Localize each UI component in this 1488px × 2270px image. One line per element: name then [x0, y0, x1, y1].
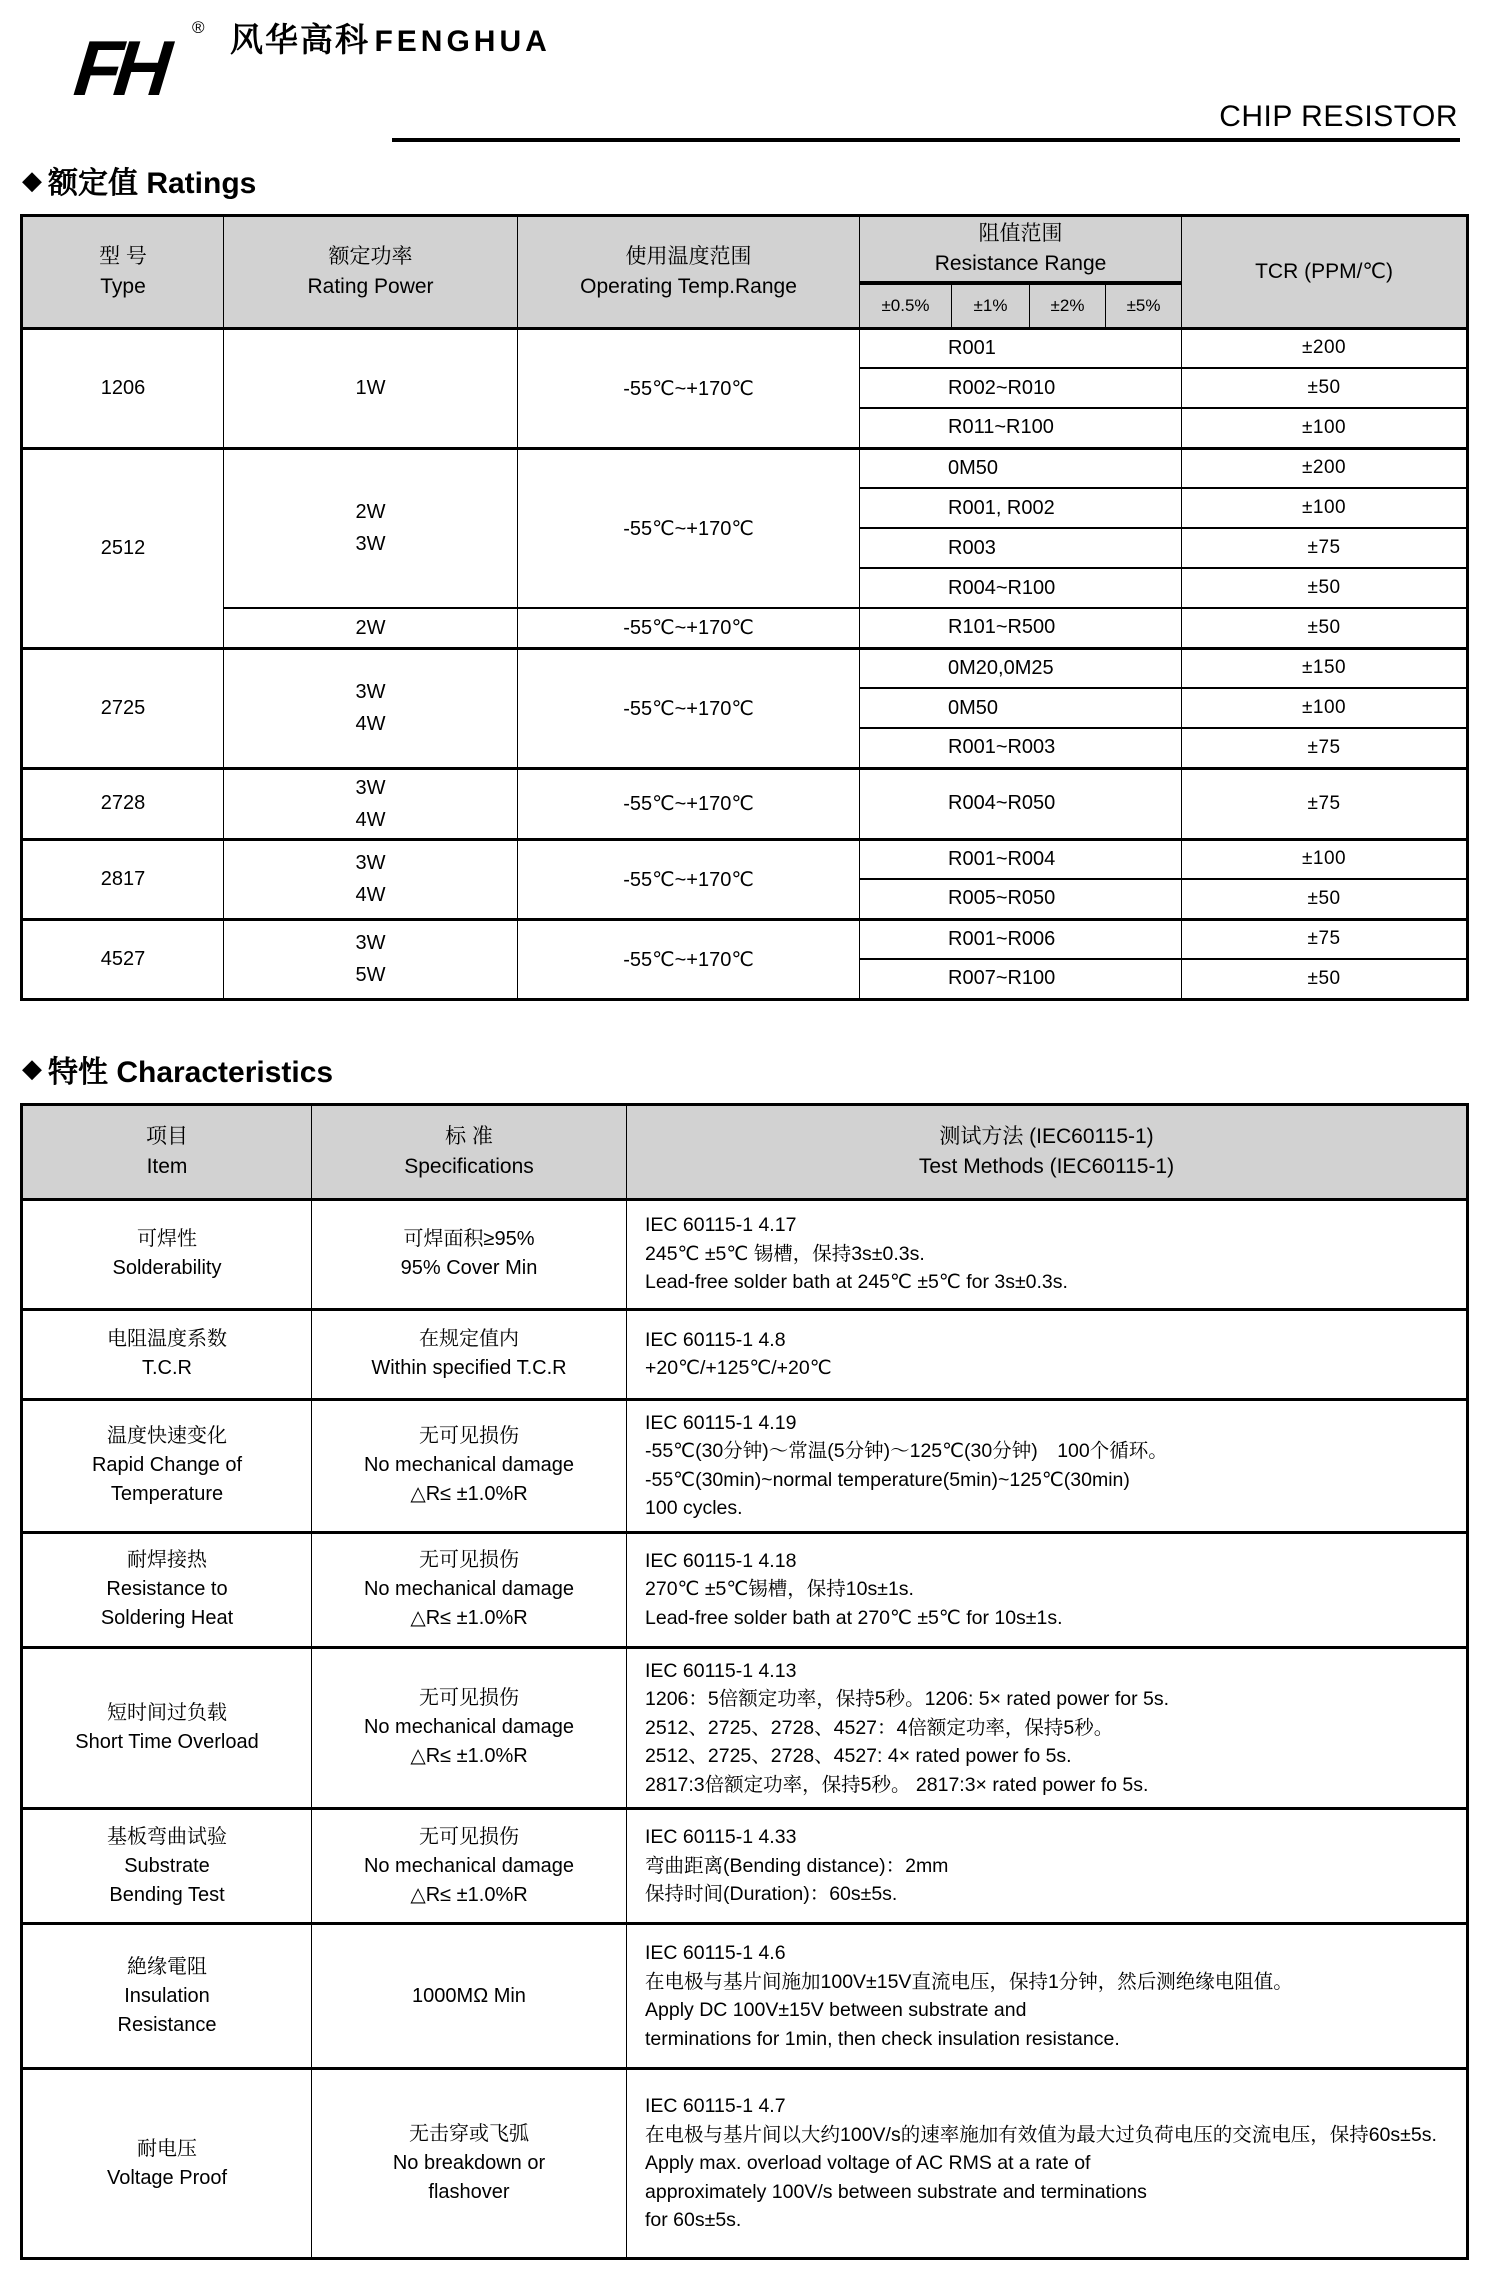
power-cell: 3W 4W [224, 768, 518, 839]
col-header-test-methods [627, 1104, 1468, 1199]
range-cell: 0M50 [860, 688, 1182, 728]
registered-trademark-icon: ® [192, 18, 205, 37]
tcr-cell: ±50 [1182, 879, 1468, 919]
range-cell: R002~R010 [860, 368, 1182, 408]
type-cell: 2728 [22, 768, 224, 839]
spec-cell: 无可见损伤 No mechanical damage △R≤ ±1.0%R [312, 1809, 627, 1924]
range-cell: R001~R004 [860, 839, 1182, 879]
range-cell: R011~R100 [860, 408, 1182, 448]
tcr-cell: ±100 [1182, 839, 1468, 879]
method-header-en: Test Methods (IEC60115-1) [918, 1154, 1175, 1178]
table-row [22, 1309, 1468, 1399]
characteristics-title-text: 特性 Characteristics [48, 1055, 334, 1089]
temp-cell: -55℃~+170℃ [518, 608, 860, 648]
temp-header-en: Operating Temp.Range [580, 274, 797, 298]
temp-cell: -55℃~+170℃ [518, 839, 860, 919]
table-row [22, 1199, 1468, 1309]
method-cell: IEC 60115-1 4.19 -55℃(30分钟)～常温(5分钟)～125℃(30分钟) 100个循环。 -55℃(30min)~normal temperature(5min)~125℃(30min) 100 cycles. [627, 1399, 1468, 1532]
temp-header-zh: 使用温度范围 [625, 244, 752, 268]
range-cell: 0M50 [860, 448, 1182, 488]
tcr-cell: ±100 [1182, 408, 1468, 448]
power-cell: 2W [224, 608, 518, 648]
method-cell: IEC 60115-1 4.7 在电极与基片间以大约100V/s的速率施加有效值为最大过负荷电压的交流电压，保持60s±5s. Apply max. overload voltage of AC RMS at a rate of approximately 100V/s between substrate and terminations for 60s±5s. [627, 2069, 1468, 2259]
tcr-cell: ±75 [1182, 768, 1468, 839]
ratings-table [20, 214, 1469, 1001]
spec-header-en: Specifications [404, 1154, 534, 1178]
tcr-cell: ±200 [1182, 328, 1468, 368]
table-row [22, 919, 1468, 959]
power-cell: 3W 5W [224, 919, 518, 999]
spec-cell: 无可见损伤 No mechanical damage △R≤ ±1.0%R [312, 1399, 627, 1532]
range-cell: R001 [860, 328, 1182, 368]
characteristics-table [20, 1103, 1469, 2261]
table-row [22, 1924, 1468, 2069]
method-cell: IEC 60115-1 4.33 弯曲距离(Bending distance)：2mm 保持时间(Duration)：60s±5s. [627, 1809, 1468, 1924]
type-cell: 1206 [22, 328, 224, 448]
header-divider [392, 138, 1460, 142]
spec-header-zh: 标 准 [445, 1124, 493, 1148]
range-cell: 0M20,0M25 [860, 648, 1182, 688]
tcr-cell: ±50 [1182, 608, 1468, 648]
power-cell: 3W 4W [224, 648, 518, 768]
table-row [22, 1809, 1468, 1924]
item-cell: 电阻温度系数 T.C.R [22, 1309, 312, 1399]
tcr-cell: ±50 [1182, 568, 1468, 608]
temp-cell: -55℃~+170℃ [518, 919, 860, 999]
table-row [22, 608, 1468, 648]
range-cell: R003 [860, 528, 1182, 568]
ratings-header-row [22, 216, 1468, 284]
col-header-operating-temp [518, 216, 860, 329]
item-cell: 基板弯曲试验 Substrate Bending Test [22, 1809, 312, 1924]
table-row [22, 768, 1468, 839]
tcr-cell: ±50 [1182, 368, 1468, 408]
col-header-resistance-range [860, 216, 1182, 284]
power-header-zh: 额定功率 [328, 244, 413, 268]
tolerance-0p5: ±0.5% [860, 283, 952, 328]
col-header-rating-power [224, 216, 518, 329]
spec-cell: 无可见损伤 No mechanical damage △R≤ ±1.0%R [312, 1532, 627, 1647]
range-cell: R001~R006 [860, 919, 1182, 959]
type-cell: 2725 [22, 648, 224, 768]
range-header-zh: 阻值范围 [978, 222, 1063, 245]
spec-cell: 无可见损伤 No mechanical damage △R≤ ±1.0%R [312, 1647, 627, 1809]
method-header-zh: 测试方法 (IEC60115-1) [939, 1124, 1154, 1148]
type-cell: 4527 [22, 919, 224, 999]
range-header-en: Resistance Range [934, 252, 1107, 275]
item-cell: 耐焊接热 Resistance to Soldering Heat [22, 1532, 312, 1647]
range-cell: R005~R050 [860, 879, 1182, 919]
logo-chinese-name: 风华高科 [230, 21, 370, 58]
table-row [22, 1399, 1468, 1532]
spec-cell: 在规定值内 Within specified T.C.R [312, 1309, 627, 1399]
method-cell: IEC 60115-1 4.18 270℃ ±5℃锡槽，保持10s±1s. Lead-free solder bath at 270℃ ±5℃ for 10s±1s. [627, 1532, 1468, 1647]
tcr-cell: ±50 [1182, 959, 1468, 999]
range-cell: R004~R050 [860, 768, 1182, 839]
table-row [22, 2069, 1468, 2259]
temp-cell: -55℃~+170℃ [518, 648, 860, 768]
item-cell: 温度快速变化 Rapid Change of Temperature [22, 1399, 312, 1532]
table-row [22, 1532, 1468, 1647]
tcr-cell: ±100 [1182, 488, 1468, 528]
item-cell: 耐电压 Voltage Proof [22, 2069, 312, 2259]
spec-cell: 1000MΩ Min [312, 1924, 627, 2069]
spec-cell: 无击穿或飞弧 No breakdown or flashover [312, 2069, 627, 2259]
type-header-zh: 型 号 [99, 244, 147, 268]
diamond-icon: ◆ [22, 164, 42, 195]
power-cell: 3W 4W [224, 839, 518, 919]
power-header-en: Rating Power [307, 274, 434, 298]
logo-english-name: FENGHUA [374, 25, 551, 58]
range-cell: R001, R002 [860, 488, 1182, 528]
power-cell: 1W [224, 328, 518, 448]
ratings-title-text: 额定值 Ratings [48, 167, 257, 200]
logo-text [230, 20, 551, 61]
tolerance-1: ±1% [952, 283, 1030, 328]
col-header-type [22, 216, 224, 329]
tolerance-2: ±2% [1030, 283, 1106, 328]
range-cell: R007~R100 [860, 959, 1182, 999]
tcr-cell: ±75 [1182, 528, 1468, 568]
tcr-cell: ±100 [1182, 688, 1468, 728]
method-cell: IEC 60115-1 4.6 在电极与基片间施加100V±15V直流电压，保持1分钟，然后测绝缘电阻值。 Apply DC 100V±15V between substrate and terminations for 1min, then check insulation resistance. [627, 1924, 1468, 2069]
table-row [22, 448, 1468, 488]
item-header-en: Item [146, 1154, 188, 1178]
power-cell: 2W 3W [224, 448, 518, 608]
ratings-section-title [22, 158, 1468, 202]
table-row [22, 839, 1468, 879]
tolerance-5: ±5% [1106, 283, 1182, 328]
table-row [22, 1647, 1468, 1809]
table-row [22, 648, 1468, 688]
page-header [20, 14, 1468, 142]
diamond-icon: ◆ [22, 1053, 42, 1083]
method-cell: IEC 60115-1 4.13 1206：5倍额定功率，保持5秒。1206: 5× rated power for 5s. 2512、2725、2728、4527：4倍额定功率，保持5秒。 2512、2725、2728、4527: 4× rated power fo 5s. 2817:3倍额定功率，保持5秒。 2817:3× rated power fo 5s. [627, 1647, 1468, 1809]
spec-cell: 可焊面积≥95% 95% Cover Min [312, 1199, 627, 1309]
range-cell: R004~R100 [860, 568, 1182, 608]
temp-cell: -55℃~+170℃ [518, 768, 860, 839]
tcr-cell: ±75 [1182, 728, 1468, 768]
method-cell: IEC 60115-1 4.17 245℃ ±5℃ 锡槽，保持3s±0.3s. Lead-free solder bath at 245℃ ±5℃ for 3s±0.3s. [627, 1199, 1468, 1309]
tcr-cell: ±200 [1182, 448, 1468, 488]
method-cell: IEC 60115-1 4.8 +20℃/+125℃/+20℃ [627, 1309, 1468, 1399]
range-cell: R101~R500 [860, 608, 1182, 648]
fenghua-logo-icon: FH [70, 24, 168, 112]
type-cell: 2512 [22, 448, 224, 648]
type-cell: 2817 [22, 839, 224, 919]
range-cell: R001~R003 [860, 728, 1182, 768]
document-title: CHIP RESISTOR [1219, 100, 1458, 133]
table-row [22, 328, 1468, 368]
item-cell: 絶缘電阻 Insulation Resistance [22, 1924, 312, 2069]
tcr-cell: ±75 [1182, 919, 1468, 959]
col-header-item [22, 1104, 312, 1199]
col-header-specifications [312, 1104, 627, 1199]
col-header-tcr: TCR (PPM/℃) [1182, 216, 1468, 329]
type-header-en: Type [100, 274, 146, 298]
item-header-zh: 项目 [146, 1124, 188, 1148]
characteristics-section-title [22, 1047, 1468, 1091]
item-cell: 可焊性 Solderability [22, 1199, 312, 1309]
temp-cell: -55℃~+170℃ [518, 448, 860, 608]
tcr-cell: ±150 [1182, 648, 1468, 688]
temp-cell: -55℃~+170℃ [518, 328, 860, 448]
characteristics-header-row [22, 1104, 1468, 1199]
item-cell: 短时间过负载 Short Time Overload [22, 1647, 312, 1809]
